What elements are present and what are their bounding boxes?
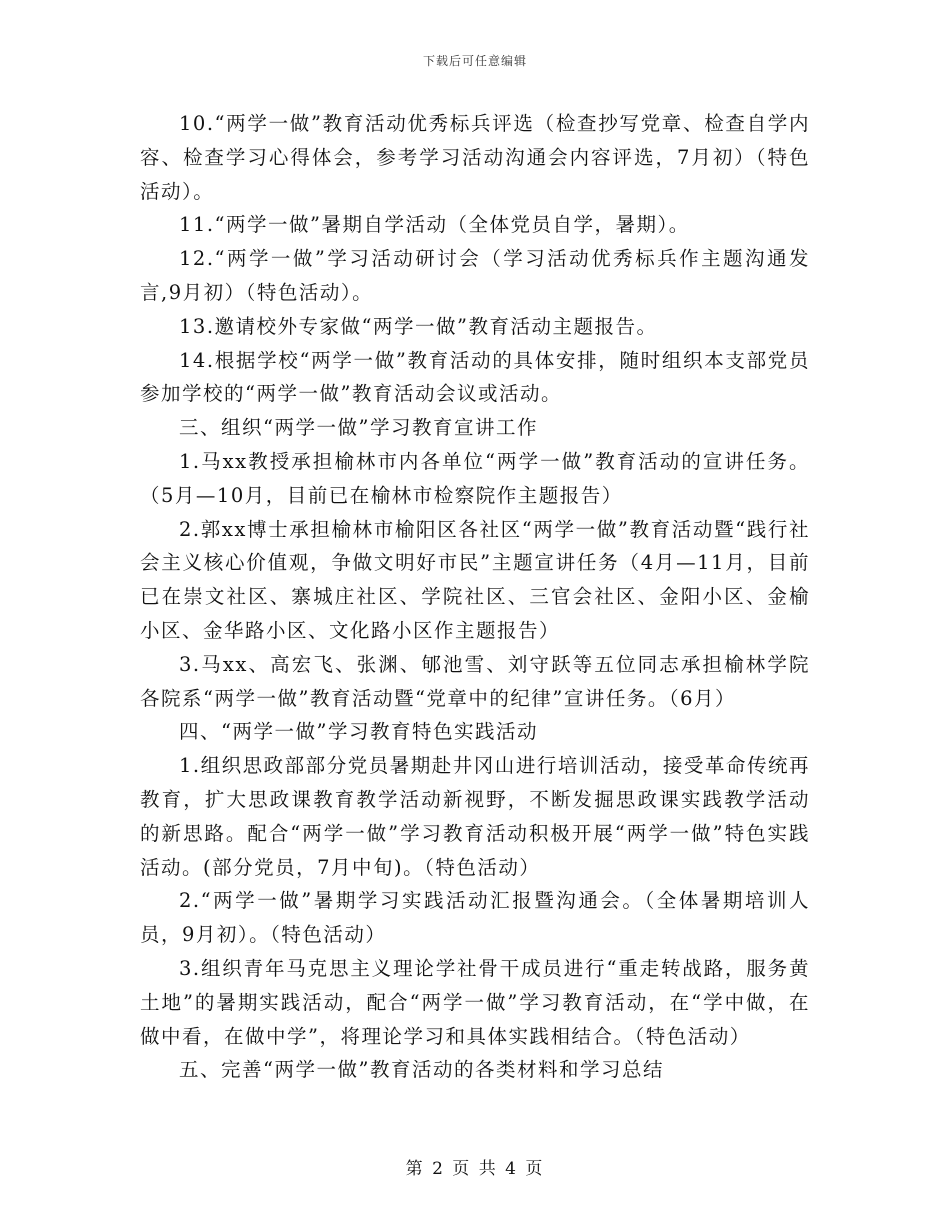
paragraph-item-10: 10.“两学一做”教育活动优秀标兵评选（检查抄写党章、检查自学内容、检查学习心得体会，参考学习活动沟通会内容评选，7月初）（特色活动）。 [140, 112, 810, 203]
paragraph-section4-item-1: 1.组织思政部部分党员暑期赴井冈山进行培训活动，接受革命传统再教育，扩大思政课教育教学活动新视野，不断发掘思政课实践教学活动的新思路。配合“两学一做”学习教育活动积极开展“两学一做”特色实践活动。(部分党员，7月中旬)。（特色活动） [140, 754, 810, 879]
document-body [140, 107, 810, 1087]
section-heading-4: 四、“两学一做”学习教育特色实践活动 [179, 720, 538, 744]
section-heading-5: 五、完善“两学一做”教育活动的各类材料和学习总结 [179, 1058, 664, 1082]
paragraph-section4-item-3: 3.组织青年马克思主义理论学社骨干成员进行“重走转战路，服务黄土地”的暑期实践活动，配合“两学一做”学习教育活动，在“学中做，在做中看，在做中学”，将理论学习和具体实践相结合。（特色活动） [140, 956, 810, 1048]
paragraph-item-14: 14.根据学校“两学一做”教育活动的具体安排，随时组织本支部党员参加学校的“两学一做”教育活动会议或活动。 [140, 348, 810, 406]
section-heading-3: 三、组织“两学一做”学习教育宣讲工作 [179, 416, 538, 440]
paragraph-section3-item-1: 1.马xx教授承担榆林市内各单位“两学一做”教育活动的宣讲任务。（5月—10月，目前已在榆林市检察院作主题报告） [140, 449, 810, 507]
paragraph-section3-item-2: 2.郭xx博士承担榆林市榆阳区各社区“两学一做”教育活动暨“践行社会主义核心价值观，争做文明好市民”主题宣讲任务（4月—11月，目前已在崇文社区、寨城庄社区、学院社区、三官会社区、金阳小区、金榆小区、金华路小区、文化路小区作主题报告） [140, 517, 810, 642]
paragraph-item-13: 13.邀请校外专家做“两学一做”教育活动主题报告。 [179, 314, 658, 338]
paragraph-section3-item-3: 3.马xx、高宏飞、张渊、郇池雪、刘守跃等五位同志承担榆林学院各院系“两学一做”教育活动暨“党章中的纪律”宣讲任务。（6月） [140, 652, 810, 710]
paragraph-section4-item-2: 2.“两学一做”暑期学习实践活动汇报暨沟通会。（全体暑期培训人员，9月初）。（特色活动） [140, 889, 810, 947]
paragraph-item-12: 12.“两学一做”学习活动研讨会（学习活动优秀标兵作主题沟通发言,9月初）（特色活动）。 [140, 247, 810, 304]
paragraph-item-11: 11.“两学一做”暑期自学活动（全体党员自学，暑期）。 [179, 213, 690, 237]
page-header-note: 下载后可任意编辑 [422, 54, 527, 68]
page-number-footer: 第 2 页 共 4 页 [405, 1159, 545, 1179]
